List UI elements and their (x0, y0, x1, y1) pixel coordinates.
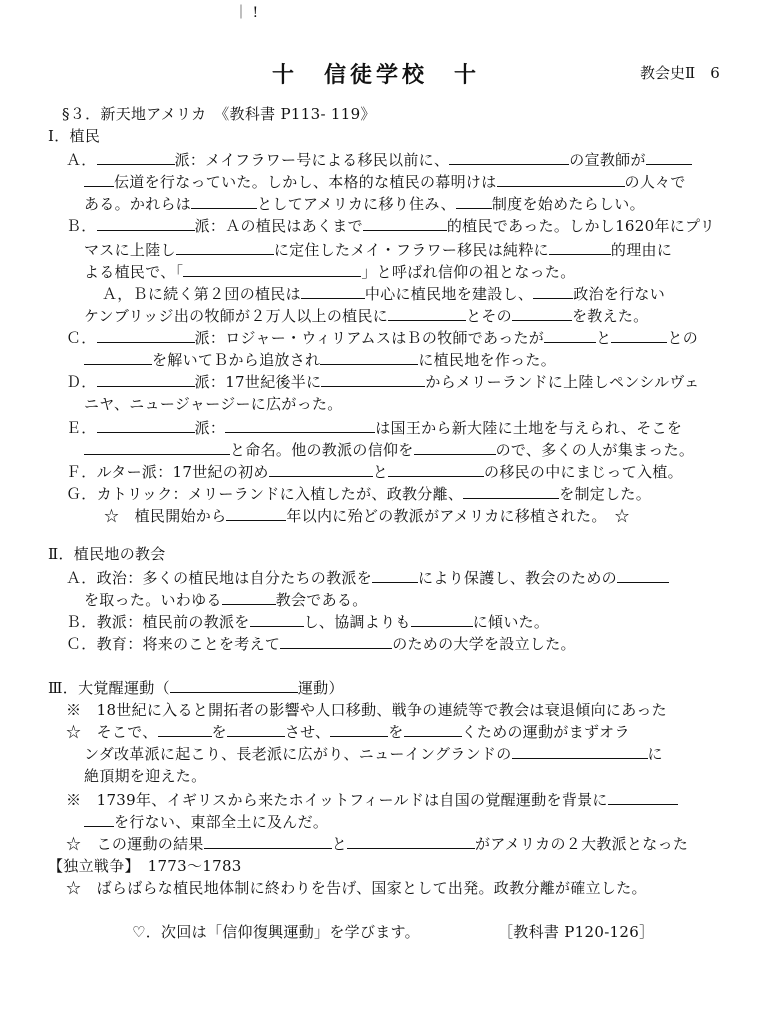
blank[interactable] (158, 722, 212, 737)
part3-note3-line2: を行ない、東部全土に及んだ。 (84, 812, 328, 832)
page-title: 十 信徒学校 十 (272, 62, 481, 88)
item-b-line3: よる植民で、「 」と呼ばれ信仰の祖となった。 (84, 263, 576, 281)
item-b-line1: Ｂ． 派：Ａの植民はあくまで 的植民であった。しかし1620年にプリ (66, 217, 716, 235)
blank[interactable] (449, 150, 569, 165)
part3-note3-line1: ※ 1739年、イギリスから来たホイットフィールドは自国の覚醒運動を背景に (66, 790, 678, 810)
next-lesson: ♡．次回は「信仰復興運動」を学びます。 (132, 923, 420, 941)
blank[interactable] (227, 722, 285, 737)
blank[interactable] (280, 634, 392, 649)
blank[interactable] (84, 440, 230, 455)
part2-b-line: Ｂ．教派：植民前の教派を し、協調よりも に傾いた。 (66, 613, 550, 631)
blank[interactable] (97, 216, 195, 231)
blank[interactable] (611, 328, 667, 343)
blank[interactable] (411, 612, 473, 627)
blank[interactable] (97, 150, 175, 165)
item-a-line2: 伝道を行なっていた。しかし、本格的な植民の幕明けは の人々で (84, 172, 686, 192)
blank[interactable] (97, 418, 195, 433)
course-label: 教会史Ⅱ 6 (640, 64, 720, 82)
blank[interactable] (321, 372, 425, 387)
item-d-line2: ニヤ、ニュージャージーに広がった。 (84, 395, 343, 413)
item-e-line2: と命名。他の教派の信仰を ので、多くの人が集まった。 (84, 440, 694, 460)
blank[interactable] (222, 590, 276, 605)
blank[interactable] (456, 194, 492, 209)
blank[interactable] (404, 722, 462, 737)
blank[interactable] (204, 834, 332, 849)
blank[interactable] (84, 812, 114, 827)
item-e-line1: Ｅ． 派： は国王から新大陸に土地を与えられ、そこを (66, 419, 683, 437)
blank[interactable] (512, 306, 572, 321)
item-c-line2: を解いてＢから追放され に植民地を作った。 (84, 350, 556, 370)
blank[interactable] (84, 172, 114, 187)
part2-heading: Ⅱ．植民地の教会 (48, 545, 166, 563)
part2-a-line1: Ａ．政治：多くの植民地は自分たちの教派を により保護し、教会のための (66, 568, 669, 588)
blank[interactable] (617, 568, 669, 583)
star-note: ☆ 植民開始から 年以内に殆どの教派がアメリカに移植された。 ☆ (104, 507, 630, 525)
blank[interactable] (549, 240, 611, 255)
item-ab-line2: ケンブリッジ出の牧師が２万人以上の植民に とその を教えた。 (84, 307, 649, 325)
part2-a-line2: を取った。いわゆる 教会である。 (84, 591, 368, 609)
blank[interactable] (97, 328, 195, 343)
item-f-line: Ｆ．ルター派：17世紀の初め と の移民の中にまじって入植。 (66, 463, 683, 481)
blank[interactable] (176, 240, 274, 255)
blank[interactable] (84, 350, 152, 365)
blank[interactable] (183, 262, 361, 277)
blank[interactable] (544, 328, 596, 343)
item-a-line3: ある。かれらは としてアメリカに移り住み、 制度を始めたらしい。 (84, 195, 645, 213)
blank[interactable] (97, 372, 195, 387)
blank[interactable] (301, 284, 365, 299)
part1-heading: Ⅰ．植民 (48, 127, 101, 145)
section-heading: §３．新天地アメリカ 《教科書 P113- 119》 (62, 105, 376, 123)
blank[interactable] (463, 484, 559, 499)
part3-heading: Ⅲ．大覚醒運動（ 運動） (48, 679, 344, 697)
blank[interactable] (388, 462, 484, 477)
independence-war-note: ☆ ばらばらな植民地体制に終わりを告げ、国家として出発。政教分離が確立した。 (66, 879, 647, 897)
blank[interactable] (497, 172, 625, 187)
blank[interactable] (226, 506, 286, 521)
independence-war: 【独立戦争】 1773～1783 (48, 857, 242, 875)
textbook-ref: ［教科書 P120-126］ (498, 923, 655, 941)
blank[interactable] (363, 216, 447, 231)
blank[interactable] (388, 306, 466, 321)
blank[interactable] (170, 678, 298, 693)
item-b-line2: マスに上陸し に定住したメイ・フラワー移民は純粋に 的理由に (84, 241, 673, 259)
blank[interactable] (191, 194, 257, 209)
blank[interactable] (250, 612, 304, 627)
item-d-line1: Ｄ． 派：17世紀後半に からメリーランドに上陸しペンシルヴェ (66, 373, 700, 391)
part3-note2-line1: ☆ そこで、 を させ、 を くための運動がまずオラ (66, 723, 630, 741)
blank[interactable] (646, 150, 692, 165)
part3-note2-line2: ンダ改革派に起こり、長老派に広がり、ニューイングランドの に (84, 745, 663, 763)
item-a-line1: Ａ． 派：メイフラワー号による移民以前に、 の宣教師が (66, 150, 692, 170)
blank[interactable] (533, 284, 573, 299)
blank[interactable] (347, 834, 475, 849)
item-ab-line1: Ａ，Ｂに続く第２団の植民は 中心に植民地を建設し、 政治を行ない (102, 285, 666, 303)
item-g-line: Ｇ．カトリック：メリーランドに入植したが、政教分離、 を制定した。 (66, 485, 652, 503)
part3-note1: ※ 18世紀に入ると開拓者の影響や人口移動、戦争の連続等で教会は衰退傾向にあった (66, 701, 667, 719)
blank[interactable] (320, 350, 418, 365)
blank[interactable] (330, 722, 388, 737)
blank[interactable] (372, 568, 418, 583)
blank[interactable] (608, 790, 678, 805)
blank[interactable] (269, 462, 373, 477)
part3-note2-line3: 絶頂期を迎えた。 (84, 767, 207, 785)
item-c-line1: Ｃ． 派：ロジャー・ウィリアムスはＢの牧師であったが と との (66, 329, 699, 347)
part2-c-line: Ｃ．教育：将来のことを考えて のための大学を設立した。 (66, 635, 576, 653)
part3-note4: ☆ この運動の結果 と がアメリカの２大教派となった (66, 835, 689, 853)
blank[interactable] (414, 440, 496, 455)
blank[interactable] (512, 744, 648, 759)
margin-marks: ｜ ! (234, 5, 259, 21)
blank[interactable] (225, 418, 375, 433)
